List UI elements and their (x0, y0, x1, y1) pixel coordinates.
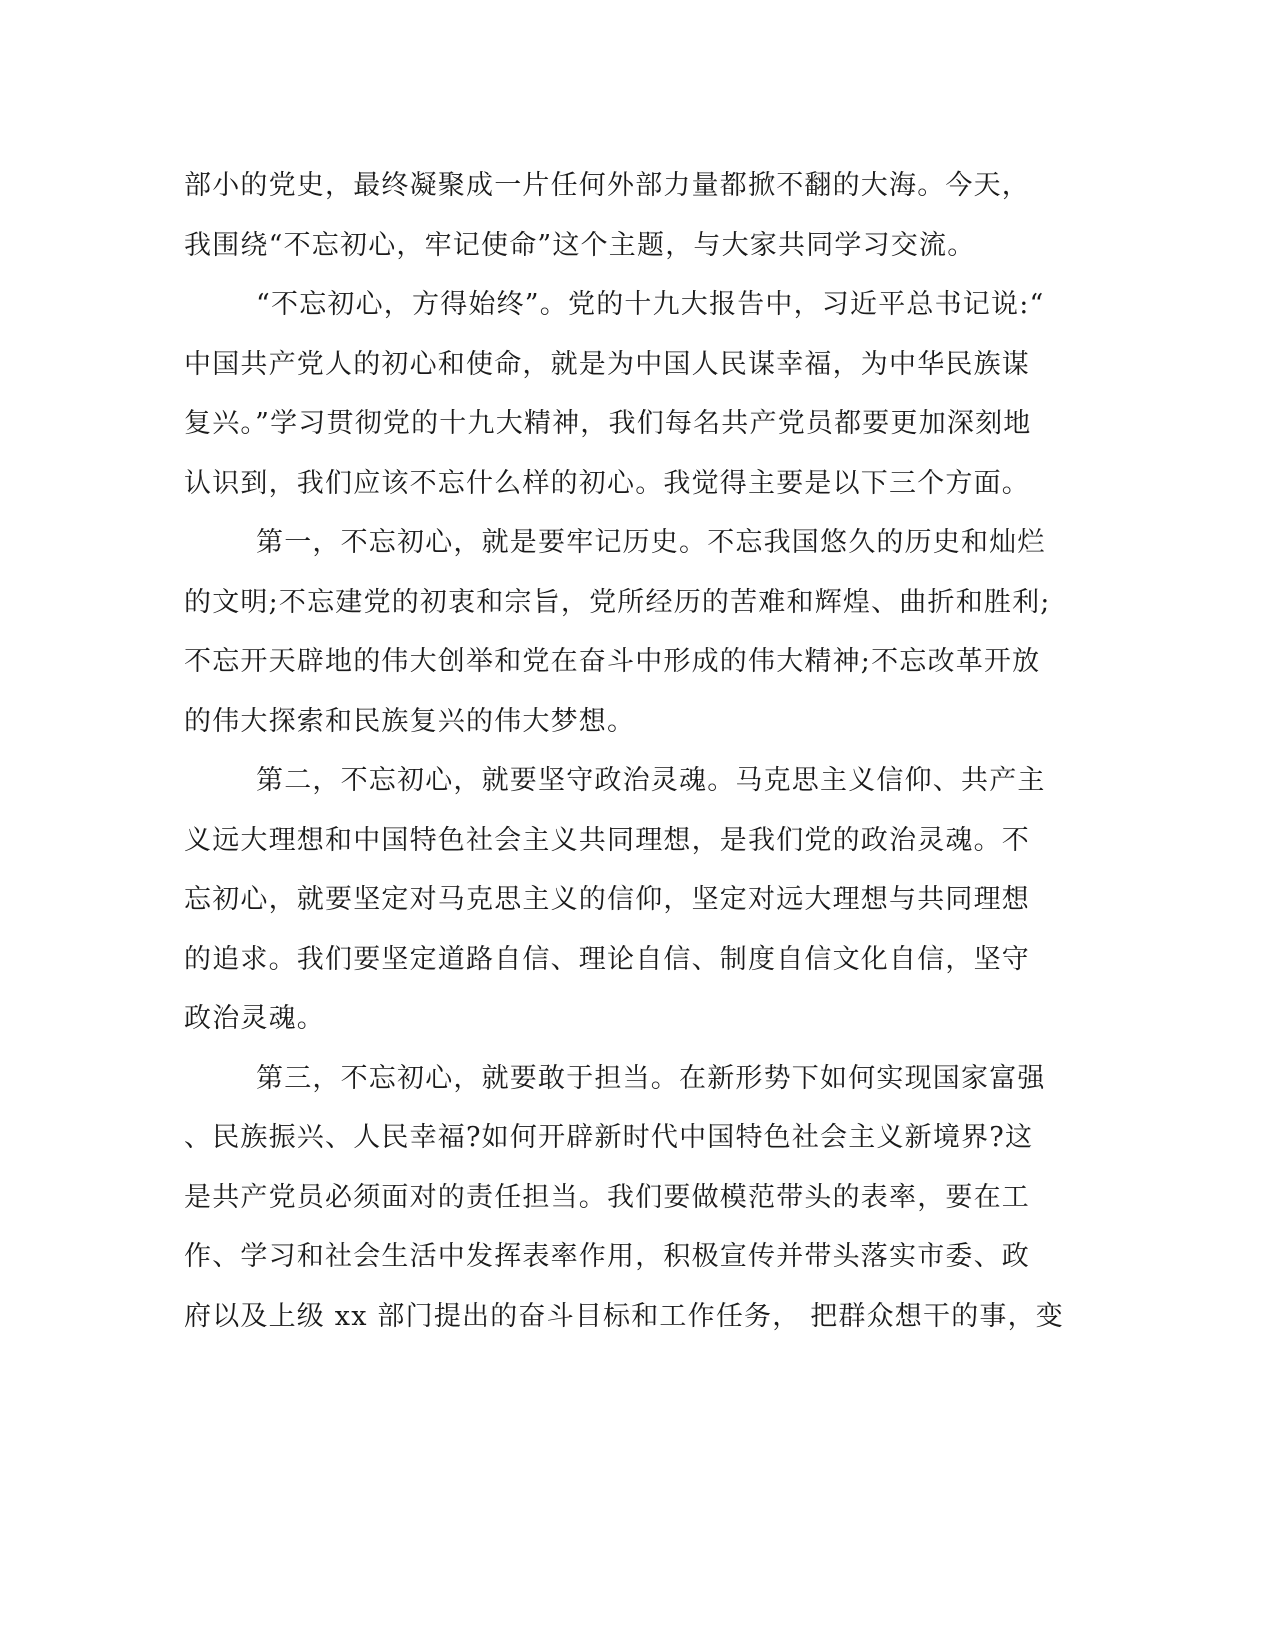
text-line: 我围绕“不忘初心，牢记使命”这个主题，与大家共同学习交流。 (184, 229, 976, 261)
document-body (184, 156, 1065, 1346)
text-line: 不忘开天辟地的伟大创举和党在奋斗中形成的伟大精神;不忘改革开放 (184, 646, 1041, 677)
text-line: 部小的党史，最终凝聚成一片任何外部力量都掀不翻的大海。今天， (184, 170, 1030, 201)
paragraph-first-line: 第二，不忘初心，就要坚守政治灵魂。马克思主义信仰、共产主 (256, 765, 1046, 796)
paragraph-first-line: 第三，不忘初心，就要敢于担当。在新形势下如何实现国家富强 (256, 1062, 1046, 1094)
text-line: 的文明;不忘建党的初衷和宗旨，党所经历的苦难和辉煌、曲折和胜利; (184, 586, 1051, 618)
text-line: 是共产党员必须面对的责任担当。我们要做模范带头的表率，要在工 (184, 1181, 1030, 1213)
text-line: 政治灵魂。 (184, 1003, 325, 1034)
text-line: 府以及上级 xx 部门提出的奋斗目标和工作任务， 把群众想干的事，变 (184, 1300, 1065, 1332)
text-line: 的伟大探索和民族复兴的伟大梦想。 (184, 705, 636, 737)
paragraph-first-line: 第一，不忘初心，就是要牢记历史。不忘我国悠久的历史和灿烂 (256, 527, 1046, 558)
text-line: 义远大理想和中国特色社会主义共同理想，是我们党的政治灵魂。不 (184, 824, 1030, 856)
text-line: 忘初心，就要坚定对马克思主义的信仰，坚定对远大理想与共同理想 (184, 884, 1030, 915)
text-line: 认识到，我们应该不忘什么样的初心。我觉得主要是以下三个方面。 (184, 467, 1030, 499)
text-line: 中国共产党人的初心和使命，就是为中国人民谋幸福，为中华民族谋 (184, 348, 1030, 380)
text-line: 复兴。”学习贯彻党的十九大精神，我们每名共产党员都要更加深刻地 (184, 408, 1032, 439)
text-line: 的追求。我们要坚定道路自信、理论自信、制度自信文化自信，坚守 (184, 943, 1030, 975)
text-line: 作、学习和社会生活中发挥表率作用，积极宣传并带头落实市委、政 (184, 1241, 1030, 1272)
text-line: 、民族振兴、人民幸福?如何开辟新时代中国特色社会主义新境界?这 (184, 1122, 1034, 1153)
paragraph-first-line: “不忘初心，方得始终”。党的十九大报告中，习近平总书记说:“ (256, 289, 1045, 320)
